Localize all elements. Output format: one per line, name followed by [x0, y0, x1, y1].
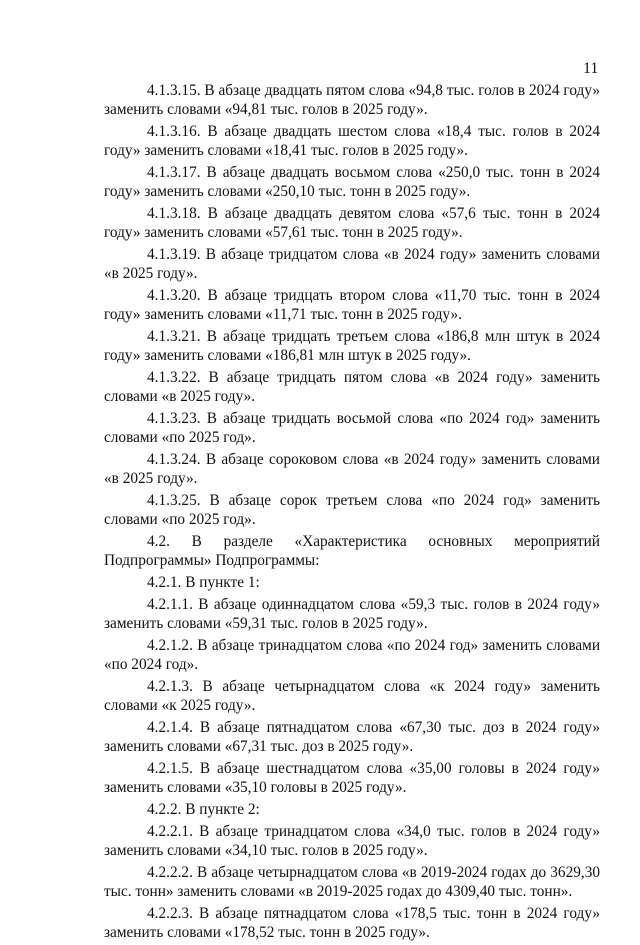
document-body — [104, 81, 600, 945]
paragraph-4-1-3-16: 4.1.3.16. В абзаце двадцать шестом слова «18,4 тыс. голов в 2024 году» заменить словами «18,41 тыс. голов в 2025 году». — [104, 123, 600, 159]
paragraph-4-2-1-2: 4.2.1.2. В абзаце тринадцатом слова «по 2024 год» заменить словами «по 2024 год». — [104, 637, 600, 673]
paragraph-4-1-3-18: 4.1.3.18. В абзаце двадцать девятом слова «57,6 тыс. тонн в 2024 году» заменить словами «57,61 тыс. тонн в 2025 году». — [104, 205, 600, 241]
paragraph-4-2-2-2: 4.2.2.2. В абзаце четырнадцатом слова «в 2019-2024 годах до 3629,30 тыс. тонн» заменить словами «в 2019-2025 годах до 4309,40 тыс. тонн». — [104, 864, 600, 900]
paragraph-4-2-2: 4.2.2. В пункте 2: — [147, 801, 260, 818]
paragraph-4-2-1-3: 4.2.1.3. В абзаце четырнадцатом слова «к 2024 году» заменить словами «к 2025 году». — [104, 678, 600, 714]
paragraph-4-1-3-17: 4.1.3.17. В абзаце двадцать восьмом слова «250,0 тыс. тонн в 2024 году» заменить словами «250,10 тыс. тонн в 2025 году». — [104, 164, 600, 200]
paragraph-4-1-3-23: 4.1.3.23. В абзаце тридцать восьмой слова «по 2024 год» заменить словами «по 2025 год». — [104, 410, 600, 446]
paragraph-4-1-3-20: 4.1.3.20. В абзаце тридцать втором слова «11,70 тыс. тонн в 2024 году» заменить словами «11,71 тыс. тонн в 2025 году». — [104, 287, 600, 323]
paragraph-4-1-3-22: 4.1.3.22. В абзаце тридцать пятом слова «в 2024 году» заменить словами «в 2025 году». — [104, 369, 600, 405]
paragraph-4-2-1-1: 4.2.1.1. В абзаце одиннадцатом слова «59,3 тыс. голов в 2024 году» заменить словами «59,31 тыс. голов в 2025 году». — [104, 596, 600, 632]
paragraph-4-2-2-3: 4.2.2.3. В абзаце пятнадцатом слова «178,5 тыс. тонн в 2024 году» заменить словами «178,52 тыс. тонн в 2025 году». — [104, 905, 600, 941]
paragraph-4-2-1: 4.2.1. В пункте 1: — [147, 574, 260, 591]
paragraph-4-1-3-19: 4.1.3.19. В абзаце тридцатом слова «в 2024 году» заменить словами «в 2025 году». — [104, 246, 600, 282]
paragraph-4-2: 4.2. В разделе «Характеристика основных мероприятий Подпрограммы» Подпрограммы: — [104, 533, 600, 569]
page-number: 11 — [583, 60, 599, 77]
paragraph-4-2-1-4: 4.2.1.4. В абзаце пятнадцатом слова «67,30 тыс. доз в 2024 году» заменить словами «67,31 тыс. доз в 2025 году». — [104, 719, 600, 755]
paragraph-4-2-2-1: 4.2.2.1. В абзаце тринадцатом слова «34,0 тыс. голов в 2024 году» заменить словами «34,10 тыс. голов в 2025 году». — [104, 823, 600, 859]
paragraph-4-2-1-5: 4.2.1.5. В абзаце шестнадцатом слова «35,00 головы в 2024 году» заменить словами «35,10 головы в 2025 году». — [104, 760, 600, 796]
paragraph-4-1-3-15: 4.1.3.15. В абзаце двадцать пятом слова «94,8 тыс. голов в 2024 году» заменить словами «94,81 тыс. голов в 2025 году». — [104, 82, 600, 118]
paragraph-4-1-3-24: 4.1.3.24. В абзаце сороковом слова «в 2024 году» заменить словами «в 2025 году». — [104, 451, 600, 487]
paragraph-4-1-3-21: 4.1.3.21. В абзаце тридцать третьем слова «186,8 млн штук в 2024 году» заменить словами «186,81 млн штук в 2025 году». — [104, 328, 600, 364]
paragraph-4-1-3-25: 4.1.3.25. В абзаце сорок третьем слова «по 2024 год» заменить словами «по 2025 год». — [104, 492, 600, 528]
